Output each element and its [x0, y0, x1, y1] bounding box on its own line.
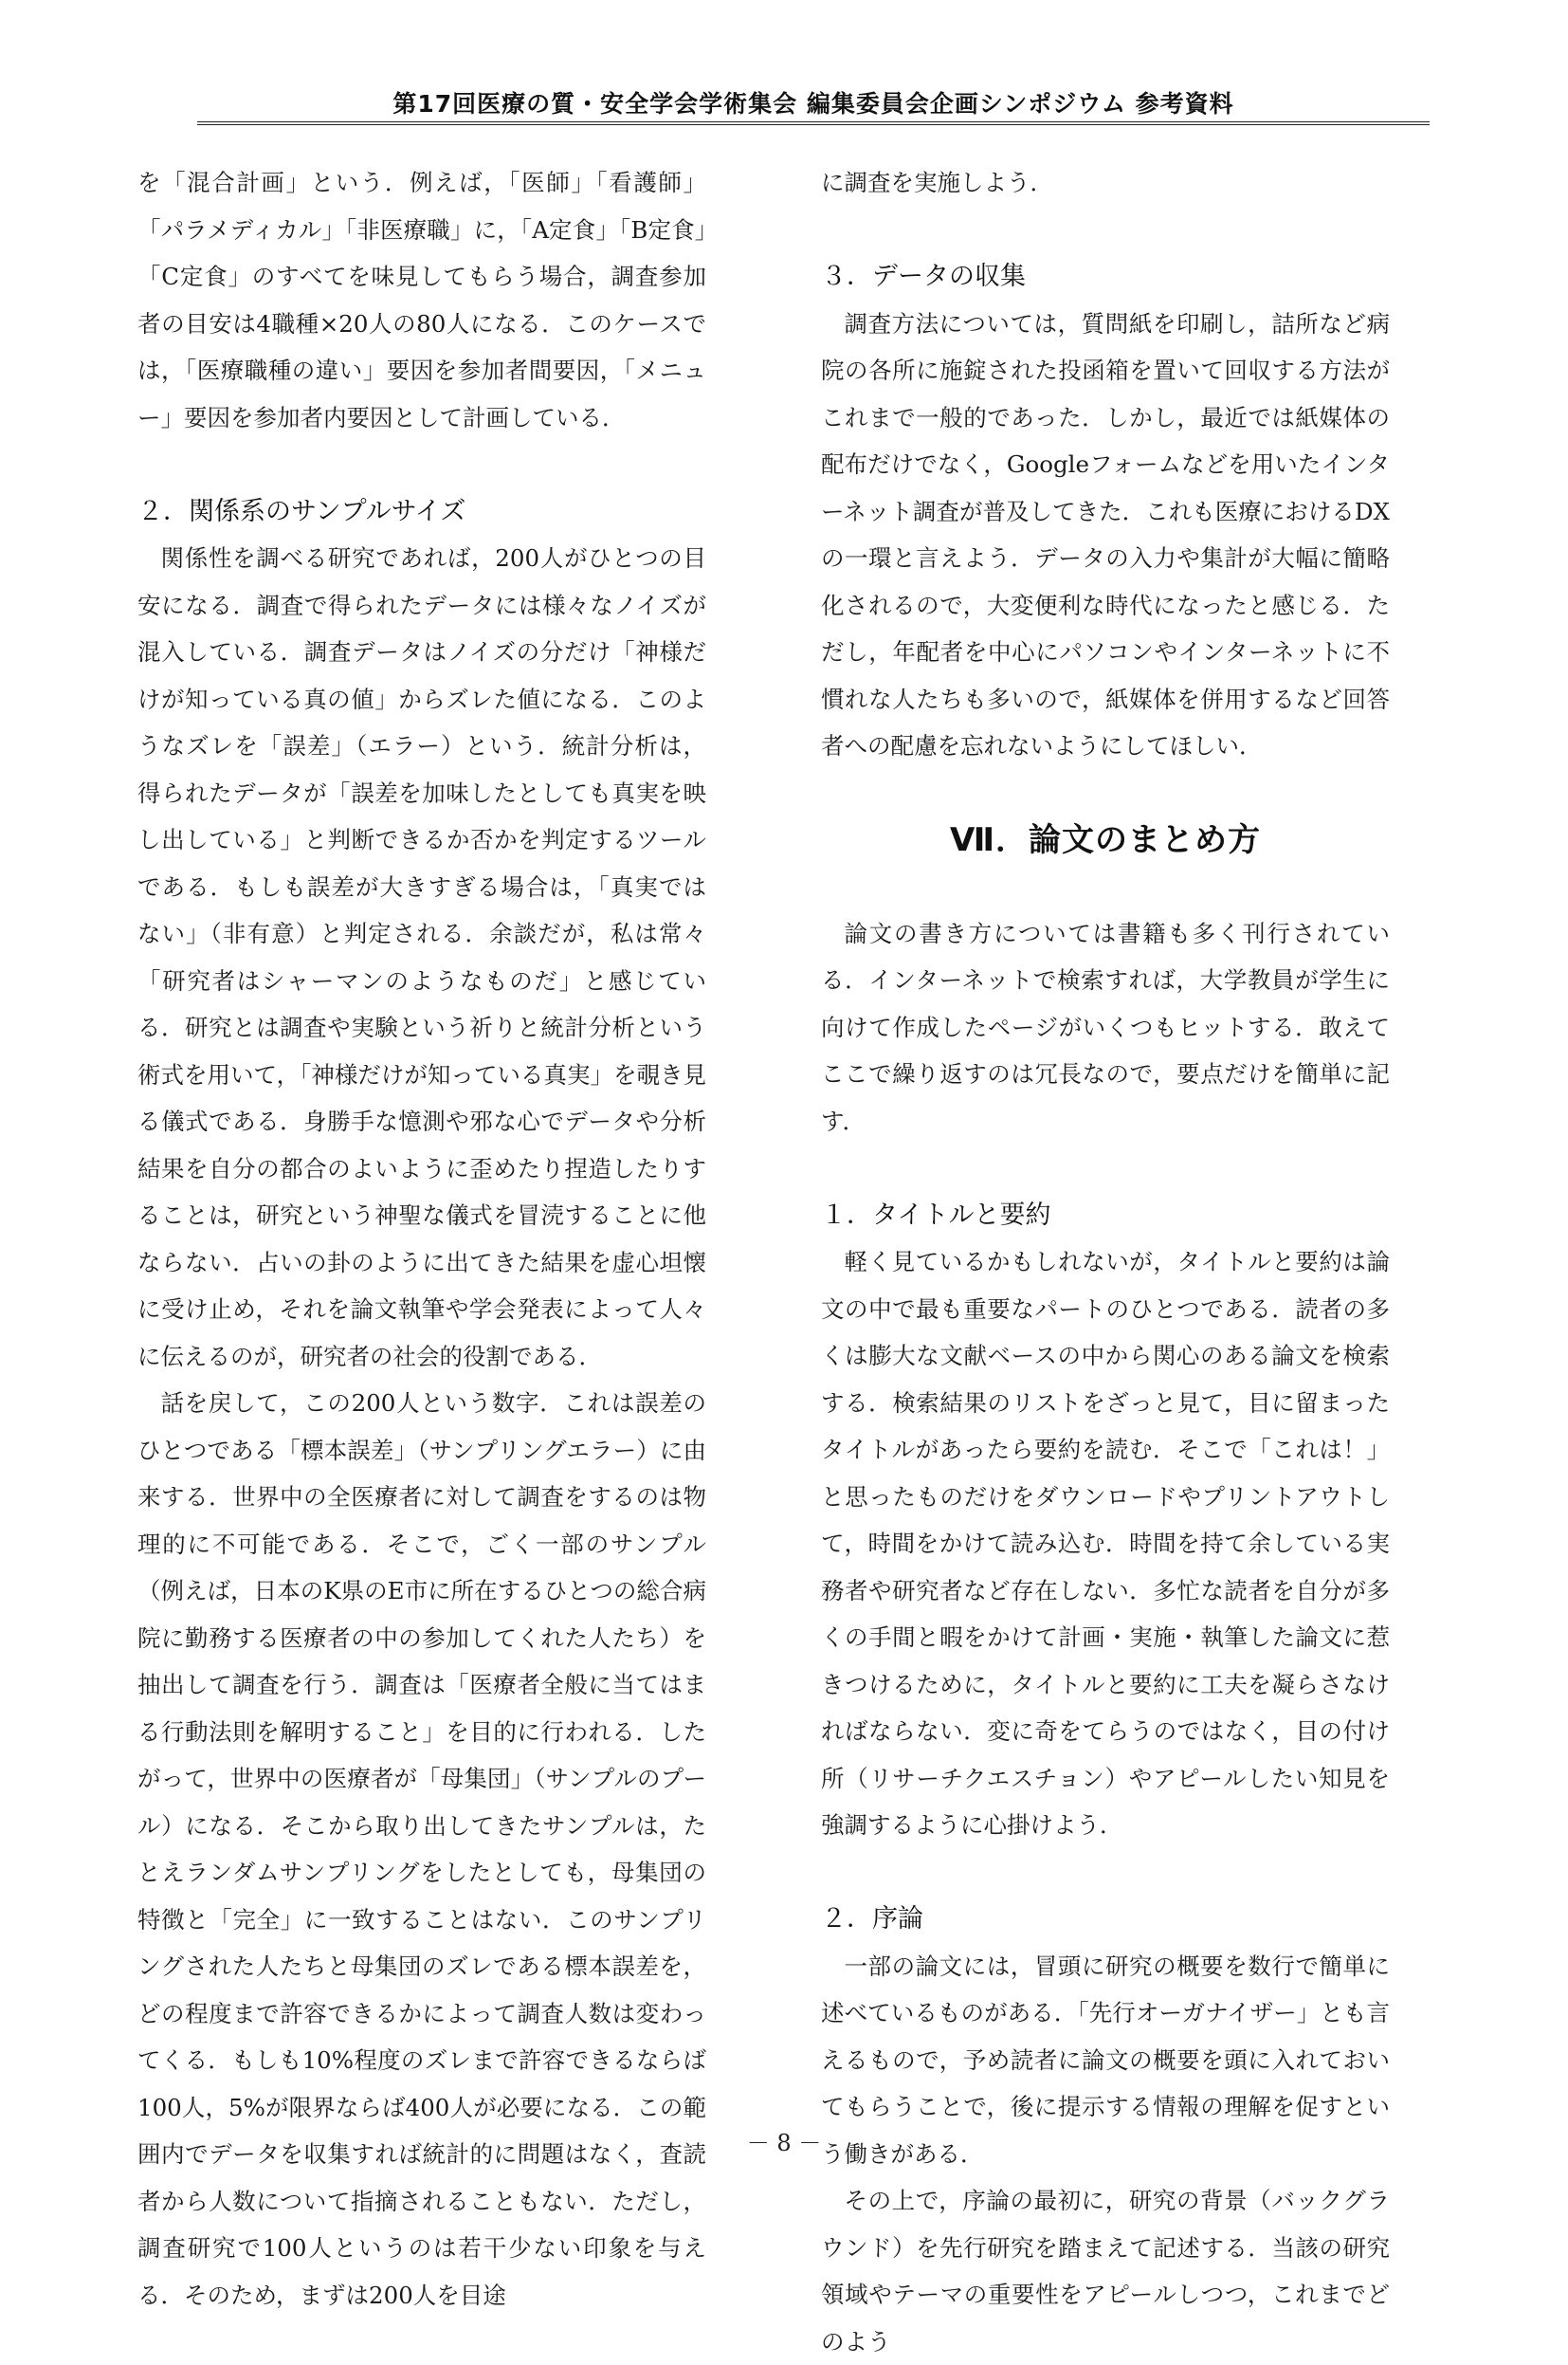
- section-2-paragraph-2: 話を戻して，この200人という数字．これは誤差のひとつである「標本誤差」（サンプリングエラー）に由来する．世界中の全医療者に対して調査をするのは物理的に不可能である．そこで，ごく一部のサンプル（例えば，日本のK県のE市に所在するひとつの総合病院に勤務する医療者の中の参加してくれた人たち）を抽出して調査を行う．調査は「医療者全般に当てはまる行動法則を解明すること」を目的に行われる．したがって，世界中の医療者が「母集団」（サンプルのプール）になる．そこから取り出してきたサンプルは，たとえランダムサンプリングをしたとしても，母集団の特徴と「完全」に一致することはない．このサンプリングされた人たちと母集団のズレである標本誤差を，どの程度まで許容できるかによって調査人数は変わってくる．もしも10%程度のズレまで許容できるならば100人，5%が限界ならば400人が必要になる．この範囲内でデータを収集すれば統計的に問題はなく，査読者から人数について指摘されることもない．ただし，調査研究で100人というのは若干少ない印象を与える．そのため，まずは200人を目途: [137, 1389, 706, 2309]
- section-gap: [821, 1145, 1390, 1192]
- section-1-heading: １．タイトルと要約: [821, 1200, 1051, 1230]
- right-column: [821, 159, 1390, 2365]
- section-3-paragraph: 調査方法については，質問紙を印刷し，詰所など病院の各所に施錠された投函箱を置いて回収する方法がこれまで一般的であった．しかし，最近では紙媒体の配布だけでなく，Googleフォームなどを用いたインターネット調査が普及してきた．これも医療におけるDXの一環と言えよう．データの入力や集計が大幅に簡略化されるので，大変便利な時代になったと感じる．ただし，年配者を中心にパソコンやインターネットに不慣れな人たちも多いので，紙媒体を併用するなど回答者への配慮を忘れないようにしてほしい．: [821, 309, 1390, 760]
- chapter-7-paragraph: 論文の書き方については書籍も多く刊行されている．インターネットで検索すれば，大学教員が学生に向けて作成したページがいくつもヒットする．敢えてここで繰り返すのは冗長なので，要点だけを簡単に記す．: [821, 919, 1390, 1135]
- section-gap: [821, 207, 1390, 254]
- section-1-paragraph: 軽く見ているかもしれないが，タイトルと要約は論文の中で最も重要なパートのひとつである．読者の多くは膨大な文献ベースの中から関心のある論文を検索する．検索結果のリストをざっと見て，目に留まったタイトルがあったら要約を読む．そこで「これは！」と思ったものだけをダウンロードやプリントアウトして，時間をかけて読み込む．時間を持て余している実務者や研究者など存在しない．多忙な読者を自分が多くの手間と暇をかけて計画・実施・執筆した論文に惹きつけるために，タイトルと要約に工夫を凝らさなければならない．変に奇をてらうのではなく，目の付け所（リサーチクエスチョン）やアピールしたい知見を強調するように心掛けよう．: [821, 1248, 1390, 1839]
- header-rule: [197, 121, 1430, 125]
- section-2-heading: ２．関係系のサンプルサイズ: [137, 496, 466, 526]
- continuation-paragraph: に調査を実施しよう．: [821, 169, 1053, 196]
- left-column: [137, 159, 706, 2319]
- intro-paragraph: を「混合計画」という．例えば，「医師」「看護師」「パラメディカル」「非医療職」に，「A定食」「B定食」「C定食」のすべてを味見してもらう場合，調査参加者の目安は4職種×20人の80人になる．このケースでは，「医療職種の違い」要因を参加者間要因，「メニュー」要因を参加者内要因として計画している．: [137, 169, 706, 431]
- section-2-paragraph-1: 関係性を調べる研究であれば，200人がひとつの目安になる．調査で得られたデータには様々なノイズが混入している．調査データはノイズの分だけ「神様だけが知っている真の値」からズレた値になる．このようなズレを「誤差」（エラー）という．統計分析は，得られたデータが「誤差を加味したとしても真実を映し出している」と判断できるか否かを判定するツールである．もしも誤差が大きすぎる場合は，「真実ではない」（非有意）と判定される．余談だが，私は常々「研究者はシャーマンのようなものだ」と感じている．研究とは調査や実験という祈りと統計分析という術式を用いて，「神様だけが知っている真実」を覗き見る儀式である．身勝手な憶測や邪な心でデータや分析結果を自分の都合のよいように歪めたり捏造したりすることは，研究という神聖な儀式を冒涜することに他ならない．占いの卦のように出てきた結果を虚心坦懐に受け止め，それを論文執筆や学会発表によって人々に伝えるのが，研究者の社会的役割である．: [137, 544, 706, 1370]
- running-header: 第17回医療の質・安全学会学術集会 編集委員会企画シンポジウム 参考資料: [392, 90, 1234, 118]
- section-gap: [137, 441, 706, 488]
- chapter-7-heading: Ⅶ．論文のまとめ方: [949, 820, 1262, 859]
- page-number: － 8 －: [746, 2130, 822, 2156]
- introduction-paragraph-2: その上で，序論の最初に，研究の背景（バックグラウンド）を先行研究を踏まえて記述する．当該の研究領域やテーマの重要性をアピールしつつ，これまでどのよう: [821, 2187, 1390, 2356]
- section-gap: [821, 1849, 1390, 1897]
- introduction-paragraph-1: 一部の論文には，冒頭に研究の概要を数行で簡単に述べているものがある．「先行オーガナイザー」とも言えるもので，予め読者に論文の概要を頭に入れておいてもらうことで，後に提示する情報の理解を促すという働きがある．: [821, 1952, 1390, 2168]
- section-3-heading: ３．データの収集: [821, 262, 1026, 291]
- introduction-heading: ２．序論: [821, 1904, 923, 1934]
